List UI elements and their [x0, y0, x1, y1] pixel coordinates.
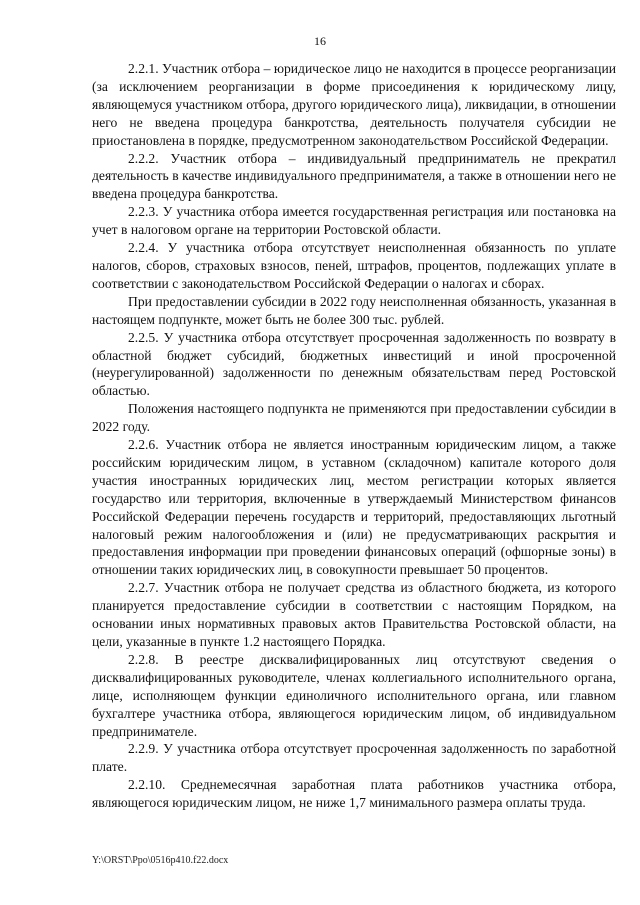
- paragraph-number: 2.2.6.: [128, 437, 159, 453]
- paragraph-number: 2.2.9.: [128, 741, 159, 757]
- paragraph-2-2-5: [92, 329, 616, 401]
- paragraph-number: 2.2.7.: [128, 580, 159, 596]
- file-path-footer: Y:\ORST\Ppo\0516p410.f22.docx: [92, 855, 229, 866]
- paragraph-2-2-4: [92, 239, 616, 293]
- paragraph-2-2-7: [92, 579, 616, 651]
- page-number: 16: [314, 34, 326, 48]
- paragraph-2-2-10: [92, 776, 616, 812]
- paragraph-text: У участника отбора имеется государственная регистрация или постановка на учет в налоговом органе на территории Ростовской области.: [92, 204, 616, 238]
- paragraph-text: У участника отбора отсутствует неисполненная обязанность по уплате налогов, сборов, страховых взносов, пеней, штрафов, процентов, подлежащих уплате в соответствии с законодательством Российской Федерации о налогах и сборах.: [92, 240, 616, 291]
- paragraph-text: Участник отбора не получает средства из областного бюджета, из которого планируется предоставление субсидии в соответствии с настоящим Порядком, на основании иных нормативных правовых актов Правительства Ростовской области, на цели, указанные в пункте 1.2 настоящего Порядка.: [92, 580, 616, 649]
- document-body: [92, 60, 616, 812]
- paragraph-2-2-1: [92, 60, 616, 150]
- paragraph-number: 2.2.2.: [128, 150, 159, 166]
- paragraph-number: 2.2.1.: [128, 61, 159, 76]
- paragraph-text: У участника отбора отсутствует просроченная задолженность по возврату в областной бюджет субсидий, бюджетных инвестиций и иной просроченной (неурегулированной) задолженности по денежным обязательствам перед Ростовской областью.: [92, 329, 616, 399]
- paragraph-2-2-2: [92, 150, 616, 204]
- paragraph-text: Участник отбора – юридическое лицо не находится в процессе реорганизации (за исключением реорганизации в форме присоединения к юридическому лицу, являющемуся участником отбора, другого юридического лица), ликвидации, в отношении него не введена процедура банкротства, деятельность получателя субсидии не приостановлена в порядке, предусмотренном законодательством Российской Федерации.: [92, 61, 616, 148]
- paragraph-number: 2.2.10.: [128, 777, 166, 793]
- paragraph-number: 2.2.8.: [128, 651, 159, 667]
- paragraph-2-2-8: [92, 651, 616, 741]
- paragraph-text: Среднемесячная заработная плата работников участника отбора, являющегося юридическим лицом, не ниже 1,7 минимального размера оплаты труда.: [92, 777, 616, 811]
- paragraph-text: Участник отбора не является иностранным юридическим лицом, а также российским юридическим лицом, в уставном (складочном) капитале которого доля участия иностранных юридических лиц, местом регистрации которых является государство или территория, включенные в утверждаемый Министерством финансов Российской Федерации перечень государств и территорий, предоставляющих льготный налоговый режим налогообложения и (или) не предусматривающих раскрытия и предоставления информации при проведении финансовых операций (офшорные зоны) в отношении таких юридических лиц, в совокупности превышает 50 процентов.: [92, 437, 616, 578]
- paragraph-text: У участника отбора отсутствует просроченная задолженность по заработной плате.: [92, 741, 617, 775]
- paragraph-2-2-9: [92, 740, 616, 776]
- paragraph-2-2-6: [92, 436, 616, 579]
- paragraph-text: При предоставлении субсидии в 2022 году неисполненная обязанность, указанная в настоящем подпункте, может быть не более 300 тыс. рублей.: [92, 293, 616, 327]
- paragraph-2-2-4-note: [92, 293, 616, 329]
- paragraph-text: Участник отбора – индивидуальный предприниматель не прекратил деятельность в качестве индивидуального предпринимателя, а также в отношении него не введена процедура банкротства.: [92, 150, 616, 202]
- paragraph-2-2-5-note: [92, 400, 616, 436]
- paragraph-text: Положения настоящего подпункта не применяются при предоставлении субсидии в 2022 году.: [92, 401, 616, 435]
- paragraph-number: 2.2.4.: [128, 240, 159, 256]
- paragraph-text: В реестре дисквалифицированных лиц отсутствуют сведения о дисквалифицированных руководителе, членах коллегиального исполнительного органа, лице, исполняющем функции единоличного исполнительного органа, или главном бухгалтере участника отбора, являющегося юридическим лицом, об индивидуальном предпринимателе.: [92, 651, 616, 739]
- paragraph-2-2-3: [92, 203, 616, 239]
- paragraph-number: 2.2.5.: [128, 329, 159, 345]
- paragraph-number: 2.2.3.: [128, 204, 159, 220]
